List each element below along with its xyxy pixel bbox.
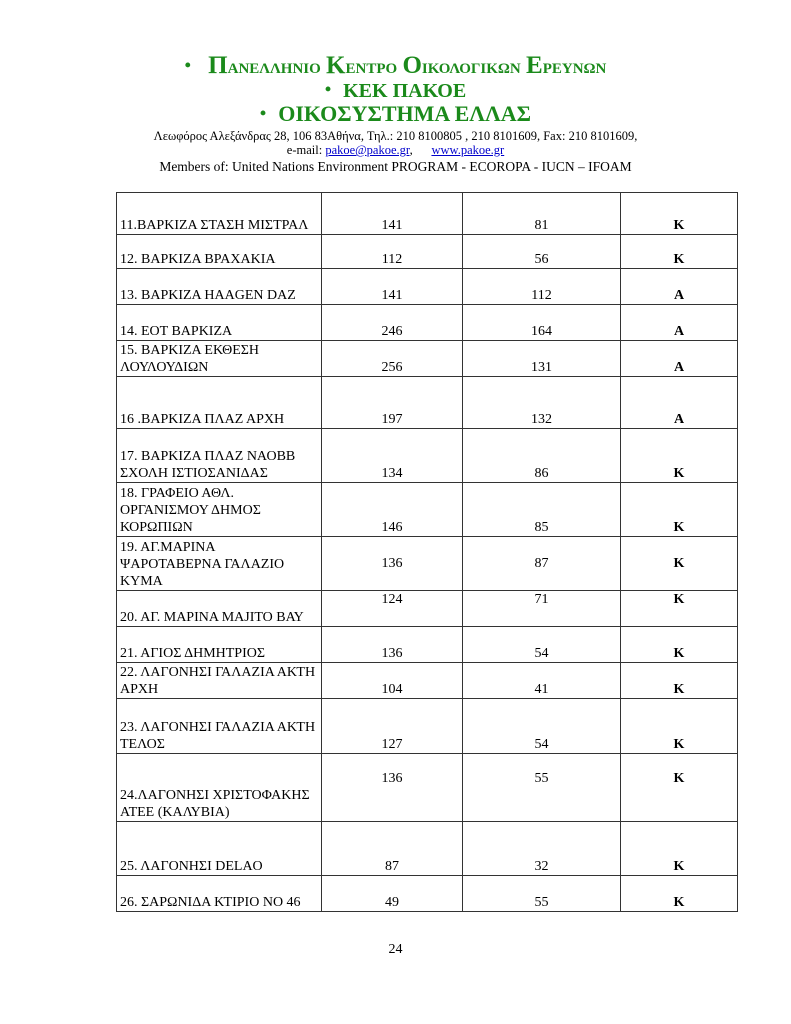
value-1: 246 bbox=[322, 305, 463, 341]
classification: Κ bbox=[621, 699, 738, 754]
bullet-icon: • bbox=[259, 103, 267, 123]
measurements-table bbox=[116, 192, 738, 912]
page-number: 24 bbox=[388, 942, 403, 957]
value-2: 87 bbox=[463, 537, 621, 591]
classification: Κ bbox=[621, 876, 738, 912]
classification: Κ bbox=[621, 754, 738, 822]
location-name: 22. ΛΑΓΟΝΗΣΙ ΓΑΛΑΖΙΑ ΑΚΤΗ ΑΡΧΗ bbox=[117, 663, 322, 699]
location-name: 13. ΒΑΡΚΙΖΑ HAAGEN DAZ bbox=[117, 269, 322, 305]
classification: Κ bbox=[621, 591, 738, 627]
table-row bbox=[117, 627, 738, 663]
value-2: 32 bbox=[463, 822, 621, 876]
table-row bbox=[117, 377, 738, 429]
org-subtitle-2: • ΟΙΚΟΣΥΣΤΗΜΑ ΕΛΛΑΣ bbox=[259, 101, 532, 126]
table-row bbox=[117, 591, 738, 627]
value-1: 256 bbox=[322, 341, 463, 377]
table-row bbox=[117, 754, 738, 822]
org-name-line bbox=[0, 52, 791, 80]
location-name: 16 .ΒΑΡΚΙΖΑ ΠΛΑΖ ΑΡΧΗ bbox=[117, 377, 322, 429]
table-row bbox=[117, 269, 738, 305]
location-name: 21. ΑΓΙΟΣ ΔΗΜΗΤΡΙΟΣ bbox=[117, 627, 322, 663]
classification: Κ bbox=[621, 429, 738, 483]
address-line: Λεωφόρος Αλεξάνδρας 28, 106 83Αθήνα, Τηλ.: 210 8100805 , 210 8101609, Fax: 210 8101609, bbox=[153, 129, 638, 143]
value-2: 86 bbox=[463, 429, 621, 483]
table-row bbox=[117, 483, 738, 537]
classification: Κ bbox=[621, 193, 738, 235]
value-1: 197 bbox=[322, 377, 463, 429]
bullet-icon: • bbox=[184, 55, 191, 75]
email-line: e-mail: pakoe@pakoe.gr, www.pakoe.gr bbox=[286, 143, 505, 157]
location-name: 18. ΓΡΑΦΕΙΟ ΑΘΛ. ΟΡΓΑΝΙΣΜΟΥ ΔΗΜΟΣ ΚΟΡΩΠΙΩΝ bbox=[117, 483, 322, 537]
classification: Κ bbox=[621, 537, 738, 591]
website-link[interactable]: www.pakoe.gr bbox=[431, 143, 505, 157]
table-row bbox=[117, 429, 738, 483]
org-word-4: ΕΡΕΥΝΩΝ bbox=[526, 52, 607, 79]
classification: Α bbox=[621, 269, 738, 305]
value-1: 127 bbox=[322, 699, 463, 754]
value-1: 136 bbox=[322, 537, 463, 591]
value-1: 134 bbox=[322, 429, 463, 483]
value-2: 71 bbox=[463, 591, 621, 627]
location-name: 23. ΛΑΓΟΝΗΣΙ ΓΑΛΑΖΙΑ ΑΚΤΗ ΤΕΛΟΣ bbox=[117, 699, 322, 754]
contact-info bbox=[0, 129, 791, 157]
value-1: 49 bbox=[322, 876, 463, 912]
location-name: 25. ΛΑΓΟΝΗΣΙ DELAO bbox=[117, 822, 322, 876]
value-2: 54 bbox=[463, 699, 621, 754]
value-1: 141 bbox=[322, 269, 463, 305]
value-2: 132 bbox=[463, 377, 621, 429]
memberships-line: Members of: United Nations Environment PROGRAM - ECOROPA - IUCN – IFOAM bbox=[159, 159, 632, 174]
org-word-1: ΠΑΝΕΛΛΗΝΙΟ bbox=[208, 52, 321, 79]
location-name: 12. ΒΑΡΚΙΖΑ ΒΡΑΧΑΚΙΑ bbox=[117, 235, 322, 269]
value-1: 112 bbox=[322, 235, 463, 269]
location-name: 24.ΛΑΓΟΝΗΣΙ ΧΡΙΣΤΟΦΑΚΗΣ ΑΤΕΕ (ΚΑΛΥΒΙΑ) bbox=[117, 754, 322, 822]
value-2: 54 bbox=[463, 627, 621, 663]
value-2: 112 bbox=[463, 269, 621, 305]
org-subtitle-1: • ΚΕΚ ΠΑΚΟΕ bbox=[324, 79, 467, 102]
value-1: 124 bbox=[322, 591, 463, 627]
classification: Α bbox=[621, 341, 738, 377]
table-row bbox=[117, 876, 738, 912]
location-name: 19. ΑΓ.ΜΑΡΙΝΑ ΨΑΡΟΤΑΒΕΡΝΑ ΓΑΛΑΖΙΟ ΚΥΜΑ bbox=[117, 537, 322, 591]
location-name: 17. ΒΑΡΚΙΖΑ ΠΛΑΖ ΝΑΟΒΒ ΣΧΟΛΗ ΙΣΤΙΟΣΑΝΙΔΑΣ bbox=[117, 429, 322, 483]
value-1: 146 bbox=[322, 483, 463, 537]
value-1: 104 bbox=[322, 663, 463, 699]
classification: Κ bbox=[621, 822, 738, 876]
location-name: 15. ΒΑΡΚΙΖΑ ΕΚΘΕΣΗ ΛΟΥΛΟΥΔΙΩΝ bbox=[117, 341, 322, 377]
value-2: 55 bbox=[463, 754, 621, 822]
table-row bbox=[117, 305, 738, 341]
value-2: 164 bbox=[463, 305, 621, 341]
classification: Κ bbox=[621, 483, 738, 537]
location-name: 14. ΕΟΤ ΒΑΡΚΙΖΑ bbox=[117, 305, 322, 341]
value-2: 85 bbox=[463, 483, 621, 537]
table-row bbox=[117, 235, 738, 269]
classification: Κ bbox=[621, 627, 738, 663]
value-2: 131 bbox=[463, 341, 621, 377]
classification: Κ bbox=[621, 663, 738, 699]
value-1: 136 bbox=[322, 627, 463, 663]
bullet-icon: • bbox=[324, 79, 332, 99]
org-word-3: ΟΙΚΟΛΟΓΙΚΩΝ bbox=[402, 52, 521, 79]
value-1: 141 bbox=[322, 193, 463, 235]
value-2: 81 bbox=[463, 193, 621, 235]
value-2: 55 bbox=[463, 876, 621, 912]
table-row bbox=[117, 537, 738, 591]
value-1: 87 bbox=[322, 822, 463, 876]
table-row bbox=[117, 822, 738, 876]
table-row bbox=[117, 341, 738, 377]
classification: Α bbox=[621, 305, 738, 341]
location-name: 20. ΑΓ. ΜΑΡΙΝΑ ΜΑJΙΤΟ ΒΑΥ bbox=[117, 591, 322, 627]
classification: Κ bbox=[621, 235, 738, 269]
value-2: 41 bbox=[463, 663, 621, 699]
table-row bbox=[117, 663, 738, 699]
email-link[interactable]: pakoe@pakoe.gr bbox=[325, 143, 410, 157]
table-row bbox=[117, 699, 738, 754]
location-name: 11.ΒΑΡΚΙΖΑ ΣΤΑΣΗ ΜΙΣΤΡΑΛ bbox=[117, 193, 322, 235]
location-name: 26. ΣΑΡΩΝΙΔΑ ΚΤΙΡΙΟ ΝΟ 46 bbox=[117, 876, 322, 912]
value-1: 136 bbox=[322, 754, 463, 822]
org-word-2: ΚΕΝΤΡΟ bbox=[326, 52, 398, 79]
value-2: 56 bbox=[463, 235, 621, 269]
classification: Α bbox=[621, 377, 738, 429]
table-row bbox=[117, 193, 738, 235]
